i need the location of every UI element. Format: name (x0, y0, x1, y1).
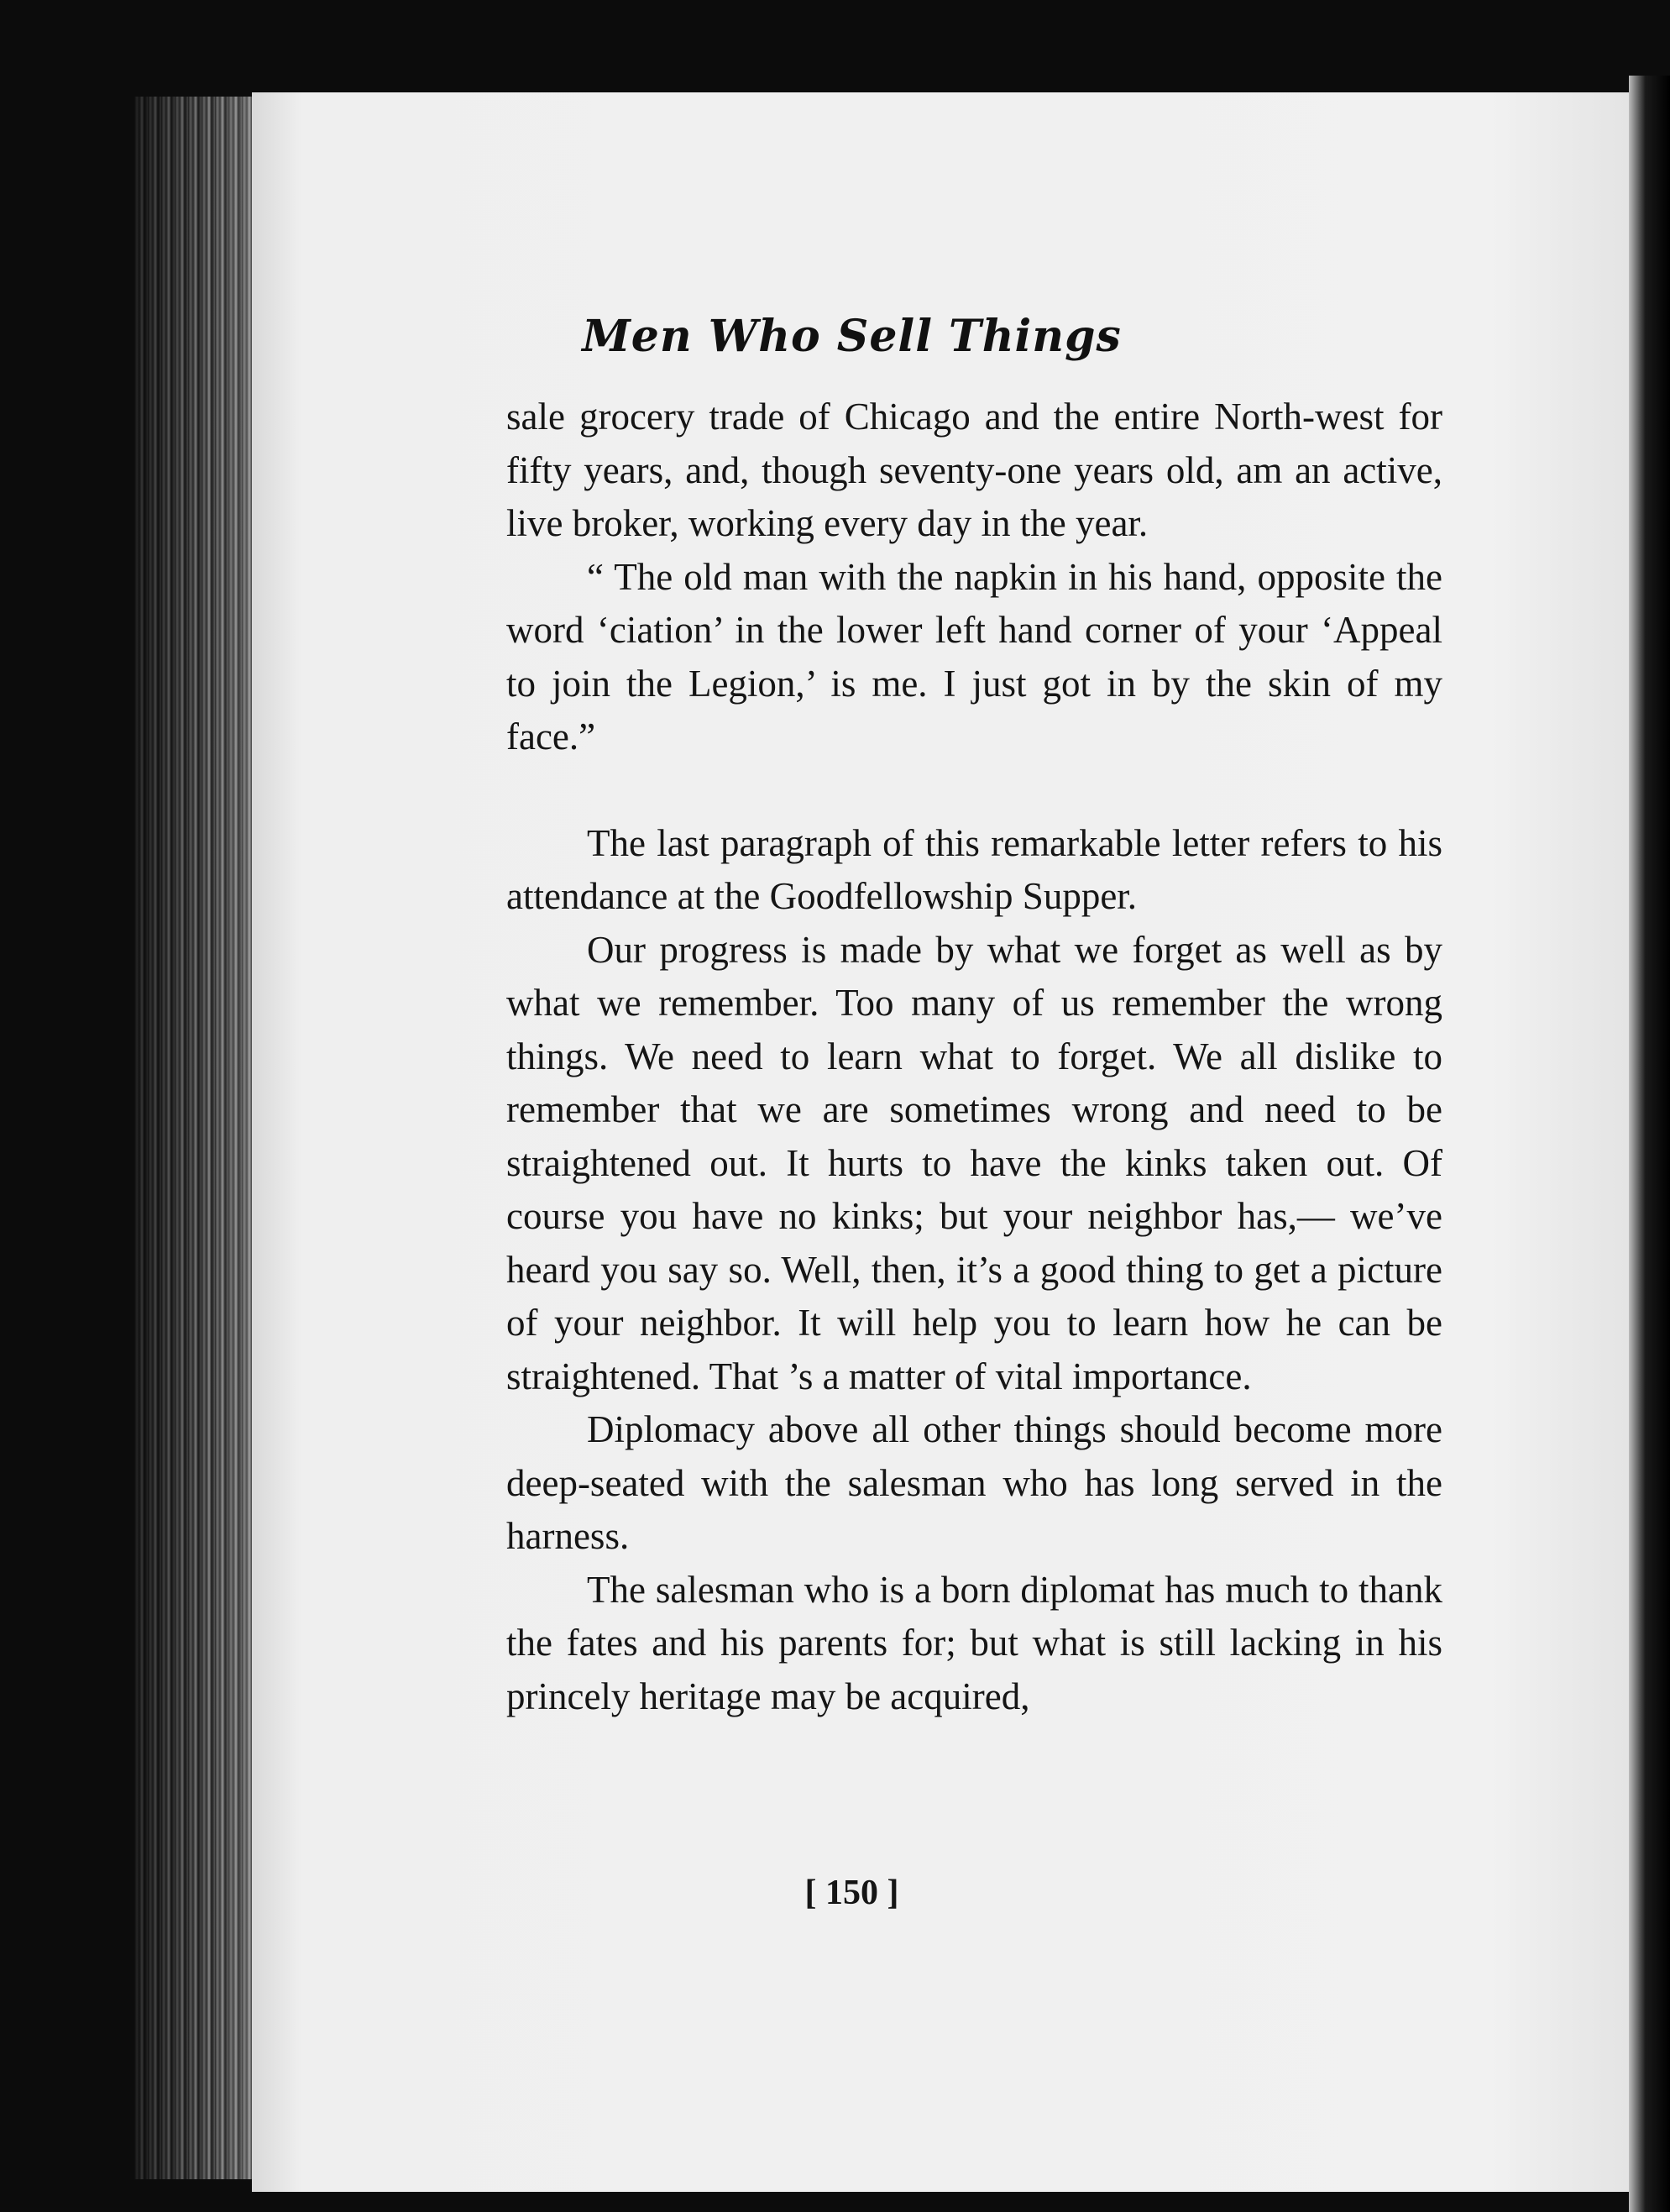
paragraph: The salesman who is a born diplomat has much to thank the fates and his parents for; but what is still lacking in his princely heritage may be acquired, (506, 1568, 1442, 1717)
gutter-shadow (134, 97, 260, 2179)
running-head: Men Who Sell Things (582, 311, 1122, 362)
section-gap (506, 764, 1442, 817)
page-number: [ 150 ] (804, 1874, 899, 1912)
paragraph-quote: “ The old man with the napkin in his hand, opposite the word ‘ciation’ in the lower left hand corner of your ‘Appeal to join the Legion,’ is me. I just got in by the skin of my face.” (506, 555, 1442, 757)
paragraph-continued: sale grocery trade of Chicago and the entire North-west for fifty years, and, though seventy-one years old, am an active, live broker, working every day in the year. (506, 396, 1442, 544)
paragraph: Diplomacy above all other things should become more deep-seated with the salesman who has long served in the harness. (506, 1408, 1442, 1557)
body-text (506, 391, 1442, 1723)
paragraph: The last paragraph of this remarkable letter refers to his attendance at the Goodfellowship Supper. (506, 821, 1442, 917)
paragraph: Our progress is made by what we forget as well as by what we remember. Too many of us remember the wrong things. We need to learn what to forget. We all dislike to remember that we are sometimes wrong and need to be straightened out. It hurts to have the kinks taken out. Of course you have no kinks; but your neighbor has,— we’ve heard you say so. Well, then, it’s a good thing to get a picture of your neighbor. It will help you to learn how he can be straightened. That ’s a matter of vital importance. (506, 928, 1442, 1397)
